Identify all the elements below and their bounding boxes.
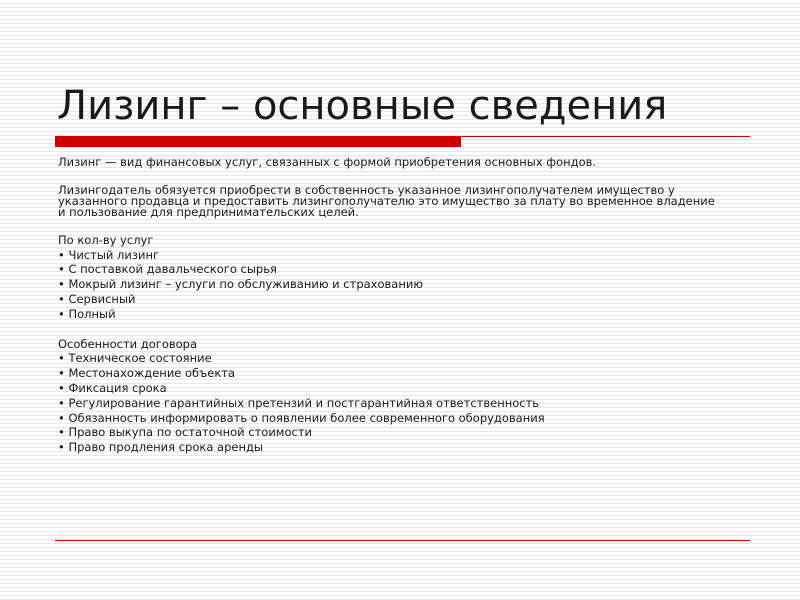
- list-item: [58, 440, 758, 455]
- definition-line: указанного продавца и предоставить лизингополучателю это имущество за плату во временное владение: [58, 193, 715, 208]
- bullet-icon: •: [58, 306, 65, 321]
- list-item-label: Сервисный: [68, 291, 136, 306]
- definition-line: Лизингодатель обязуется приобрести в собственность указанное лизингополучателем имущество у: [58, 182, 675, 197]
- list-item: [58, 277, 758, 292]
- list-item-label: Техническое состояние: [68, 351, 212, 366]
- bullet-icon: •: [58, 380, 65, 395]
- bullet-icon: •: [58, 395, 65, 410]
- footer-rule: [55, 540, 750, 541]
- title-accent-bar: [55, 137, 461, 147]
- bullet-icon: •: [58, 440, 65, 455]
- list-item-label: Обязанность информировать о появлении более современного оборудования: [68, 410, 545, 425]
- list-item-label: Регулирование гарантийных претензий и постгарантийная ответственность: [68, 395, 540, 410]
- bullet-icon: •: [58, 277, 65, 292]
- list-item-label: Полный: [68, 306, 116, 321]
- slide-content: [58, 155, 758, 455]
- list-item: [58, 425, 758, 440]
- bullet-icon: •: [58, 425, 65, 440]
- contract-features-list: [58, 351, 758, 455]
- list-item: [58, 396, 758, 411]
- list-item: [58, 381, 758, 396]
- list-item: [58, 366, 758, 381]
- list-item-label: Фиксация срока: [68, 380, 167, 395]
- list-item: [58, 292, 758, 307]
- list-item: [58, 262, 758, 277]
- definition-paragraph: [58, 182, 758, 219]
- definition-line: и пользование для предпринимательских целей.: [58, 204, 359, 219]
- list-item-label: Чистый лизинг: [68, 247, 160, 262]
- list-item: [58, 411, 758, 426]
- list-item-label: Местонахождение объекта: [68, 366, 236, 381]
- bullet-icon: •: [58, 351, 65, 366]
- list-item-label: Право выкупа по остаточной стоимости: [68, 425, 313, 440]
- list-item-label: Мокрый лизинг – услуги по обслуживанию и страхованию: [68, 277, 423, 292]
- bullet-icon: •: [58, 291, 65, 306]
- list-item-label: С поставкой давальческого сырья: [68, 262, 277, 277]
- bullet-icon: •: [58, 410, 65, 425]
- services-heading: По кол-ву услуг: [58, 232, 154, 247]
- list-item: [58, 351, 758, 366]
- slide-title: Лизинг – основные сведения: [57, 83, 668, 129]
- list-item: [58, 248, 758, 263]
- services-list: [58, 248, 758, 322]
- bullet-icon: •: [58, 262, 65, 277]
- list-item: [58, 307, 758, 322]
- bullet-icon: •: [58, 366, 65, 381]
- contract-heading: Особенности договора: [58, 336, 198, 351]
- intro-paragraph: Лизинг — вид финансовых услуг, связанных с формой приобретения основных фондов.: [58, 155, 597, 169]
- list-item-label: Право продления срока аренды: [68, 440, 263, 455]
- bullet-icon: •: [58, 247, 65, 262]
